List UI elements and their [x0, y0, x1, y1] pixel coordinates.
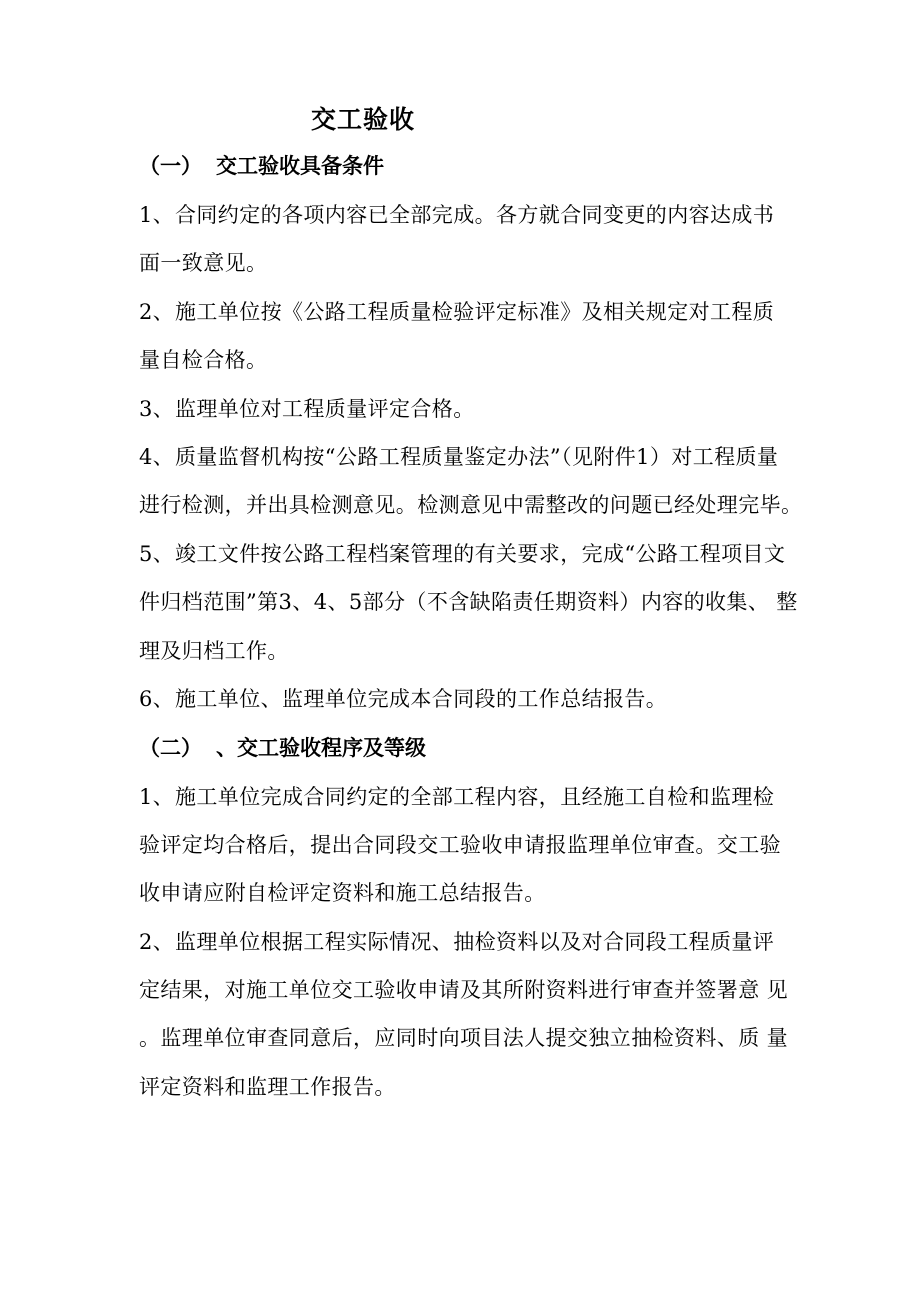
item-text: 施工单位、监理单位完成本合同段的工作总结报告。	[175, 687, 668, 711]
item-number: 1、	[139, 785, 175, 809]
item-text: 收申请应附自检评定资料和施工总结报告。	[139, 881, 546, 905]
item-number: 2、	[139, 930, 175, 954]
item-text: 。监理单位审查同意后，应同时向项目法人提交独立抽检资料、质 量	[139, 1026, 789, 1050]
paragraph-line	[139, 829, 781, 859]
item-text: 竣工文件按公路工程档案管理的有关要求，完成“公路工程项目文	[175, 542, 786, 566]
item-text: 合同约定的各项内容已全部完成。各方就合同变更的内容达成书	[175, 203, 775, 227]
paragraph-line	[139, 974, 788, 1004]
section-1-number: （一）	[139, 153, 202, 178]
item-text: 施工单位按《公路工程质量检验评定标准》及相关规定对工程质	[175, 300, 775, 324]
paragraph-line	[139, 199, 774, 229]
item-text: 验评定均合格后，提出合同段交工验收申请报监理单位审查。交工验	[139, 833, 781, 857]
section-1-heading	[139, 150, 384, 180]
paragraph-line	[139, 538, 785, 568]
paragraph-line	[139, 1022, 788, 1052]
item-text: 施工单位完成合同约定的全部工程内容，且经施工自检和监理检	[175, 785, 775, 809]
item-text: 监理单位对工程质量评定合格。	[175, 397, 475, 421]
section-2-number: （二）	[139, 735, 202, 760]
paragraph-line	[139, 247, 267, 277]
paragraph-line	[139, 393, 475, 423]
item-number: 1、	[139, 203, 175, 227]
item-number: 4、	[139, 445, 175, 469]
item-text: 件归档范围”第3、4、5部分（不含缺陷责任期资料）内容的收集、 整	[139, 590, 798, 614]
item-text: 监理单位根据工程实际情况、抽检资料以及对合同段工程质量评	[175, 930, 775, 954]
page-title: 交工验收	[311, 105, 416, 134]
paragraph-line	[139, 635, 289, 665]
paragraph-line	[139, 926, 774, 956]
item-text: 面一致意见。	[139, 251, 268, 275]
section-2-title: 、交工验收程序及等级	[216, 735, 426, 760]
item-text: 定结果，对施工单位交工验收申请及其所附资料进行审查并签署意 见	[139, 978, 789, 1002]
item-number: 5、	[139, 542, 175, 566]
item-text: 量自检合格。	[139, 348, 268, 372]
item-text: 理及归档工作。	[139, 639, 289, 663]
section-1-title: 交工验收具备条件	[216, 153, 384, 178]
paragraph-line	[139, 344, 267, 374]
paragraph-line	[139, 489, 802, 519]
item-text: 评定资料和监理工作报告。	[139, 1075, 396, 1099]
paragraph-line	[139, 877, 546, 907]
paragraph-line	[139, 586, 798, 616]
item-number: 2、	[139, 300, 175, 324]
paragraph-line	[139, 781, 774, 811]
section-2-heading	[139, 732, 426, 762]
paragraph-line	[139, 441, 778, 471]
item-text: 质量监督机构按“公路工程质量鉴定办法”（见附件1）对工程质量	[175, 445, 779, 469]
paragraph-line	[139, 683, 667, 713]
item-number: 6、	[139, 687, 175, 711]
paragraph-line	[139, 296, 774, 326]
item-text: 进行检测，并出具检测意见。检测意见中需整改的问题已经处理完毕。	[139, 493, 803, 517]
item-number: 3、	[139, 397, 175, 421]
paragraph-line	[139, 1071, 396, 1101]
